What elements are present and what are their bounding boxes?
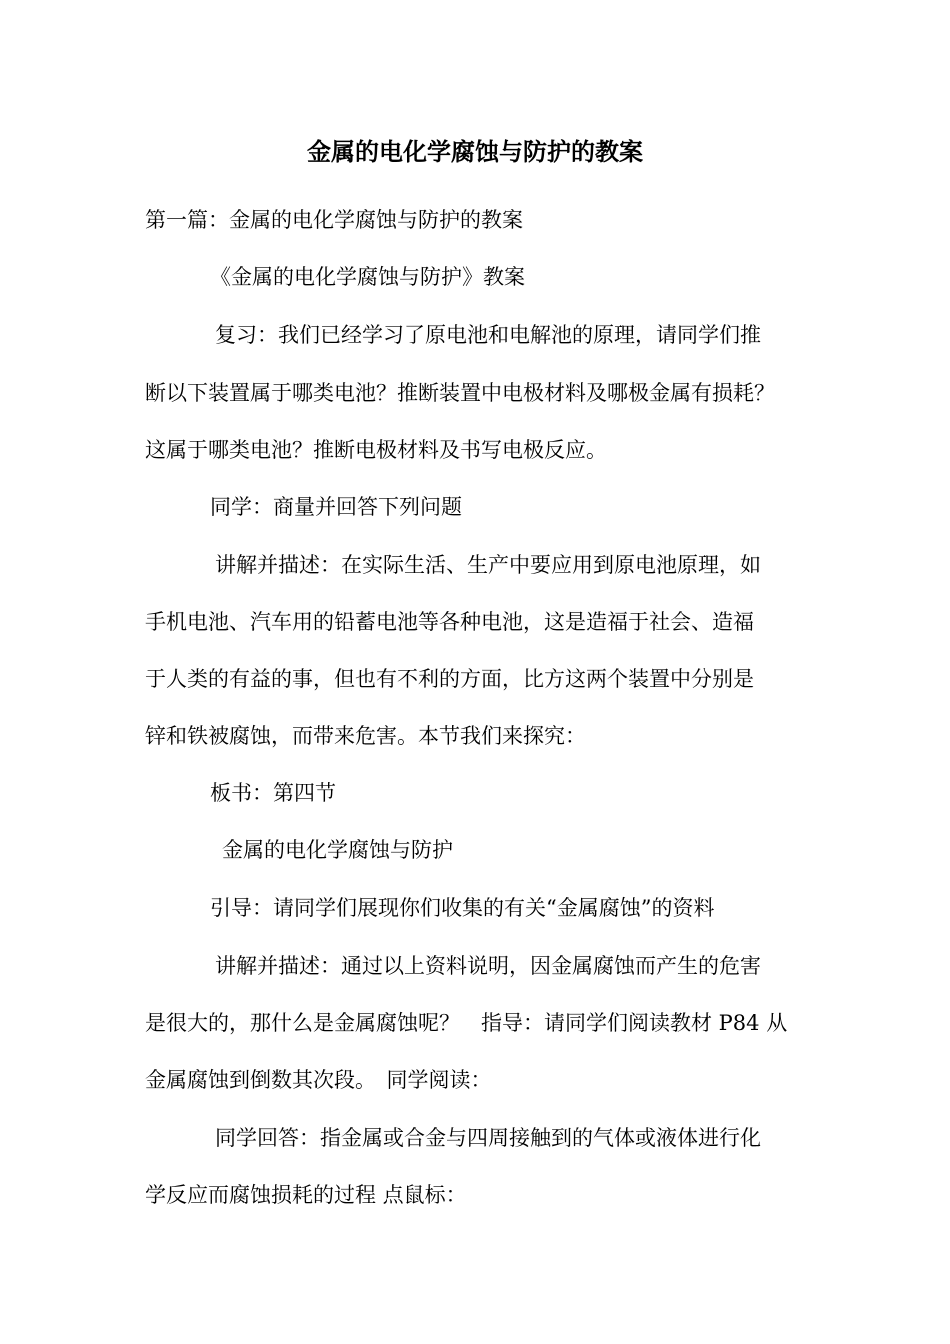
paragraph-line: 同学：商量并回答下列问题	[210, 495, 462, 519]
paragraph-line: 学反应而腐蚀损耗的过程 点鼠标：	[145, 1183, 467, 1207]
paragraph-line: 讲解并描述：通过以上资料说明，因金属腐蚀而产生的危害	[215, 954, 761, 978]
section-subheading: 金属的电化学腐蚀与防护	[222, 838, 453, 862]
paragraph-line: 板书：第四节	[210, 781, 336, 805]
paragraph-line: 引导：请同学们展现你们收集的有关“金属腐蚀”的资料	[210, 896, 715, 920]
paragraph-line: 是很大的，那什么是金属腐蚀呢？ 指导：请同学们阅读教材 P84 从	[145, 1011, 788, 1035]
document-title: 金属的电化学腐蚀与防护的教案	[307, 138, 643, 166]
paragraph-line: 讲解并描述：在实际生活、生产中要应用到原电池原理，如	[215, 553, 761, 577]
paragraph-line: 手机电池、汽车用的铅蓄电池等各种电池，这是造福于社会、造福	[145, 610, 754, 634]
paragraph-line: 同学回答：指金属或合金与四周接触到的气体或液体进行化	[215, 1126, 761, 1150]
paragraph-line: 复习：我们已经学习了原电池和电解池的原理，请同学们推	[215, 323, 761, 347]
section-heading: 第一篇：金属的电化学腐蚀与防护的教案	[145, 208, 523, 232]
paragraph-line: 金属腐蚀到倒数其次段。 同学阅读：	[145, 1068, 492, 1092]
paragraph-line: 锌和铁被腐蚀，而带来危害。本节我们来探究：	[145, 724, 586, 748]
paragraph-line: 这属于哪类电池？推断电极材料及书写电极反应。	[145, 438, 607, 462]
paragraph-line: 于人类的有益的事，但也有不利的方面，比方这两个装置中分别是	[145, 667, 754, 691]
paragraph-line: 断以下装置属于哪类电池？推断装置中电极材料及哪极金属有损耗？	[145, 381, 775, 405]
lesson-plan-subtitle: 《金属的电化学腐蚀与防护》教案	[210, 265, 525, 289]
